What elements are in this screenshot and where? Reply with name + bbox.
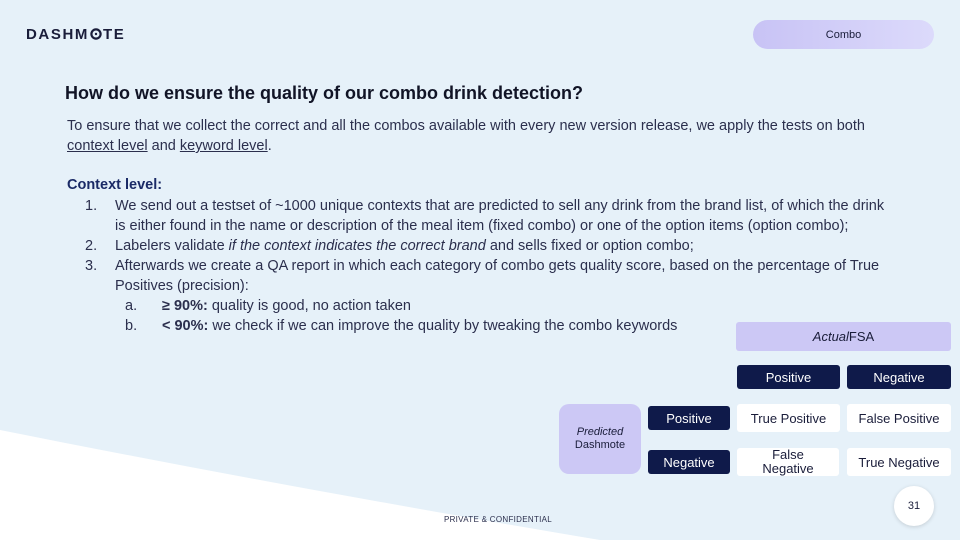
page-number: 31 (894, 486, 934, 526)
footer-confidential: PRIVATE & CONFIDENTIAL (443, 515, 553, 524)
keyword-level-link[interactable]: keyword level (179, 138, 268, 154)
context-level-link[interactable]: context level (67, 138, 148, 154)
intro-text: To ensure that we collect the correct and all the combos available with every new version release, we apply the tests on both (67, 118, 865, 134)
false-positive-cell: False Positive (847, 404, 951, 432)
list-item (67, 236, 887, 256)
list-item (125, 296, 887, 316)
step-number: 3. (85, 258, 98, 274)
actual-positive-label: Positive (737, 365, 840, 389)
intro-end: . (267, 138, 272, 154)
context-level-heading: Context level: (67, 177, 163, 193)
false-negative-cell: False Negative (737, 448, 839, 476)
logo-o-icon (90, 28, 102, 40)
section-tag: Combo (753, 20, 934, 49)
true-positive-cell: True Positive (737, 404, 840, 432)
predicted-positive-label: Positive (648, 406, 730, 430)
context-steps-list (67, 196, 887, 336)
dashmote-logo (26, 26, 125, 43)
step-text: Afterwards we create a QA report in which each category of combo gets quality score, based on the percentage of True Positives (precision): (115, 258, 880, 294)
substep-text: ≥ 90%: quality is good, no action taken (162, 298, 411, 314)
predicted-negative-label: Negative (648, 450, 730, 474)
predicted-dashmote-header: Predicted Dashmote (559, 404, 641, 474)
step-text: Labelers validate if the context indicates the correct brand and sells fixed or option combo; (115, 238, 694, 254)
logo-text-end: TE (103, 26, 126, 43)
substep-text: < 90%: we check if we can improve the quality by tweaking the combo keywords (162, 318, 678, 334)
list-item (67, 196, 887, 236)
list-item (67, 256, 887, 296)
slide-title: How do we ensure the quality of our combo drink detection? (65, 83, 584, 103)
true-negative-cell: True Negative (847, 448, 951, 476)
step-text: We send out a testset of ~1000 unique contexts that are predicted to sell any drink from the brand list, of which the drink is either found in the name or description of the meal item (fixed combo) or one of the option items (option combo); (115, 198, 885, 234)
step-number: 1. (85, 198, 98, 214)
logo-text-start: DASHM (26, 26, 89, 43)
substep-letter: a. (125, 298, 138, 314)
actual-fsa-header: Actual FSA (736, 322, 951, 351)
step-number: 2. (85, 238, 98, 254)
intro-paragraph (67, 116, 897, 156)
actual-negative-label: Negative (847, 365, 951, 389)
substep-letter: b. (125, 318, 138, 334)
intro-mid: and (147, 138, 180, 154)
